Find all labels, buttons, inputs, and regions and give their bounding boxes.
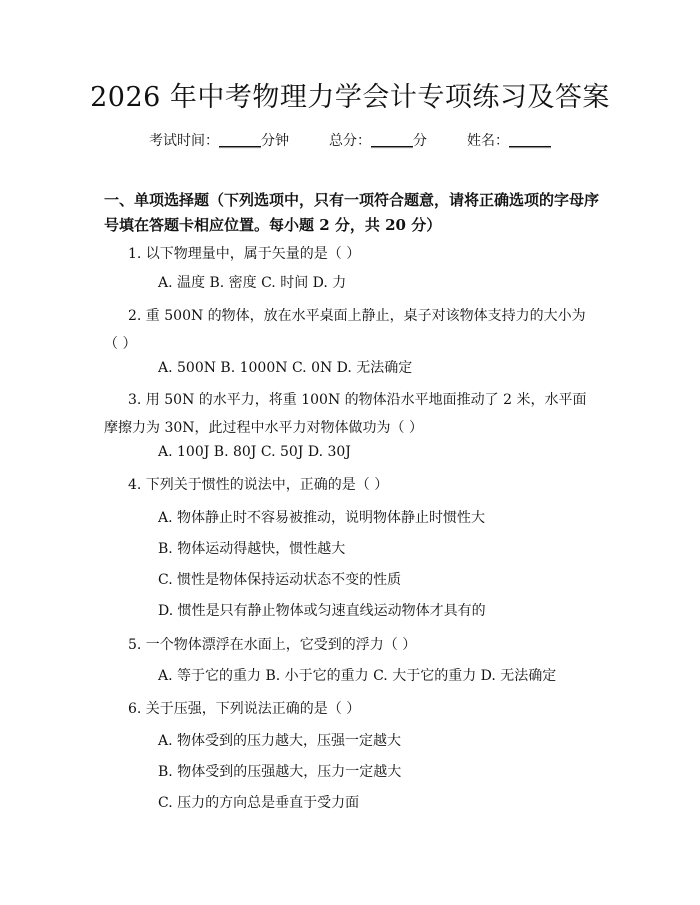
question-1-options: A. 温度 B. 密度 C. 时间 D. 力 [158, 275, 347, 291]
page-title: 2026 年中考物理力学会计专项练习及答案 [90, 82, 610, 113]
question-4-option-a: A. 物体静止时不容易被推动，说明物体静止时惯性大 [158, 510, 486, 526]
score-label: 总分： [329, 133, 371, 149]
time-blank: ______ [219, 133, 261, 149]
exam-meta [0, 130, 700, 152]
question-6-option-a: A. 物体受到的压力越大，压强一定越大 [158, 733, 402, 749]
question-2-options: A. 500N B. 1000N C. 0N D. 无法确定 [158, 360, 413, 376]
time-unit: 分钟 [261, 133, 289, 149]
question-6-option-b: B. 物体受到的压强越大，压力一定越大 [158, 764, 402, 780]
score-blank: ______ [371, 133, 413, 149]
question-4-option-b: B. 物体运动得越快，惯性越大 [158, 541, 346, 557]
question-3-options: A. 100J B. 80J C. 50J D. 30J [158, 444, 351, 460]
question-1: 1. 以下物理量中，属于矢量的是（ ） [128, 246, 361, 262]
time-label: 考试时间： [149, 133, 219, 149]
score-unit: 分 [413, 133, 427, 149]
name-label: 姓名： [467, 133, 509, 149]
question-6: 6. 关于压强，下列说法正确的是（ ） [128, 701, 361, 717]
question-5: 5. 一个物体漂浮在水面上，它受到的浮力（ ） [128, 637, 417, 653]
question-4: 4. 下列关于惯性的说法中，正确的是（ ） [128, 477, 389, 493]
question-5-options: A. 等于它的重力 B. 小于它的重力 C. 大于它的重力 D. 无法确定 [158, 668, 557, 684]
name-blank: ______ [509, 133, 551, 149]
question-3: 3. 用 50N 的水平力，将重 100N 的物体沿水平地面推动了 2 米，水平面摩擦力为 30N，此过程中水平力对物体做功为（ ） [104, 392, 587, 436]
question-4-option-c: C. 惯性是物体保持运动状态不变的性质 [158, 572, 402, 588]
question-6-option-c: C. 压力的方向总是垂直于受力面 [158, 795, 360, 811]
question-4-option-d: D. 惯性是只有静止物体或匀速直线运动物体才具有的 [158, 603, 486, 619]
question-2: 2. 重 500N 的物体，放在水平桌面上静止，桌子对该物体支持力的大小为（ ） [104, 308, 586, 352]
section-heading: 一、单项选择题（下列选项中，只有一项符合题意，请将正确选项的字母序号填在答题卡相应位置。每小题 2 分，共 20 分） [104, 191, 600, 234]
